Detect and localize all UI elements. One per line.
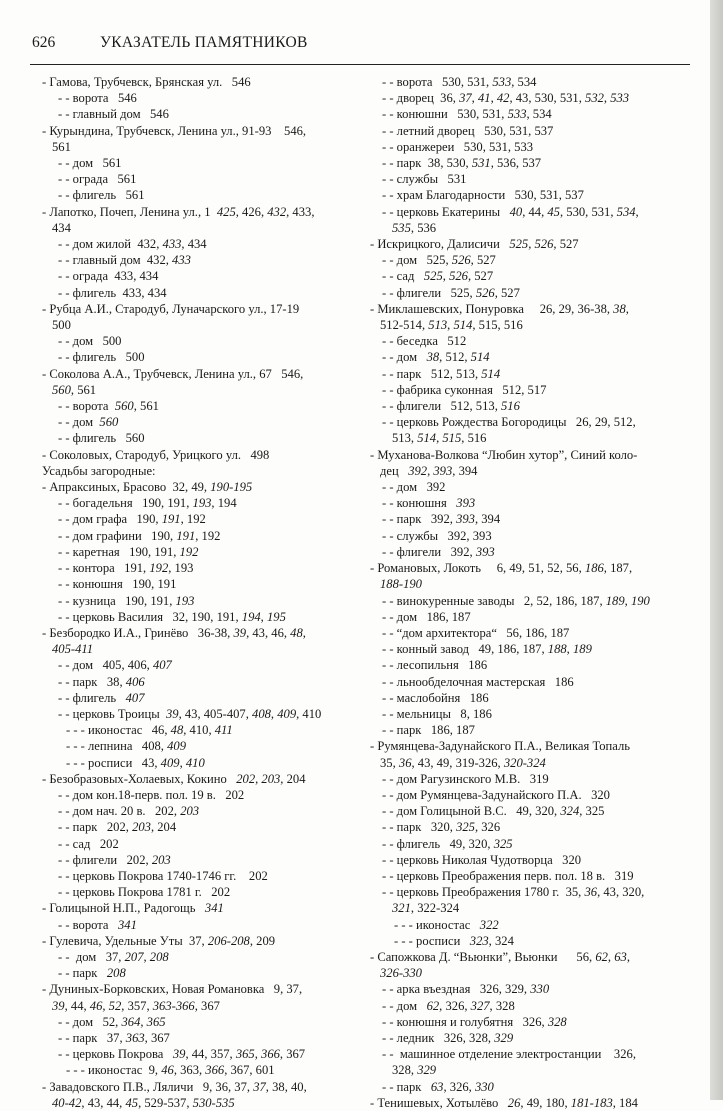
index-entry: - - церковь Екатерины 40, 44, 45, 530, 531, 534, xyxy=(382,204,639,219)
index-entry: - - церковь Покрова 1781 г. 202 xyxy=(58,885,231,900)
index-entry: - - сад 202 xyxy=(58,836,119,851)
index-entry: - Апраксиных, Брасово 32, 49, 190-195 xyxy=(42,480,253,495)
index-entry: - - оранжереи 530, 531, 533 xyxy=(382,139,534,154)
index-entry: - - - иконостас 322 xyxy=(394,917,499,932)
index-entry: - - дом 52, 364, 365 xyxy=(58,1014,166,1029)
index-entry: 561 xyxy=(52,139,71,154)
index-entry: - - флигель 561 xyxy=(58,188,145,203)
index-entry: - - беседка 512 xyxy=(382,334,467,349)
index-entry: - - “дом архитектора“ 56, 186, 187 xyxy=(382,625,570,640)
index-entry: - - флигель 560 xyxy=(58,431,145,446)
index-entry: - - дом 560 xyxy=(58,415,119,430)
index-entry: - - конюшня и голубятня 326, 328 xyxy=(382,1014,567,1029)
index-entry: - - парк 320, 325, 326 xyxy=(382,820,501,835)
index-entry: - Гулевича, Удельные Уты 37, 206-208, 209 xyxy=(42,933,276,948)
index-entry: - Сапожкова Д. “Вьюнки”, Вьюнки 56, 62, 63, xyxy=(370,949,630,964)
index-entry: - - дом Рагузинского М.В. 319 xyxy=(382,771,549,786)
page-title: УКАЗАТЕЛЬ ПАМЯТНИКОВ xyxy=(100,34,308,51)
index-entry: - - мельницы 8, 186 xyxy=(382,706,492,721)
index-entry: - - дом Румянцева-Задунайского П.А. 320 xyxy=(382,787,610,802)
index-entry: - - парк 392, 393, 394 xyxy=(382,512,501,527)
index-entry: - - ворота 530, 531, 533, 534 xyxy=(382,75,537,89)
index-entry: - - - росписи 323, 324 xyxy=(394,933,514,948)
index-entry: - - дом графини 190, 191, 192 xyxy=(58,528,221,543)
index-column-left xyxy=(42,74,358,1111)
index-entry: - Лапотко, Почеп, Ленина ул., 1 425, 426, 432, 433, xyxy=(42,204,315,219)
index-entry: - Муханова-Волкова “Любин хутор”, Синий коло- xyxy=(370,447,638,462)
index-entry: - - флигель 433, 434 xyxy=(58,285,167,300)
index-entry: - - дом кон.18-перв. пол. 19 в. 202 xyxy=(58,787,245,802)
index-entry: 35, 36, 43, 49, 319-326, 320-324 xyxy=(380,755,546,770)
index-entry: - Соколовых, Стародуб, Урицкого ул. 498 xyxy=(42,447,270,462)
index-entry: - Румянцева-Задунайского П.А., Великая Топаль xyxy=(370,739,630,754)
index-entry: - - дом 525, 526, 527 xyxy=(382,253,496,268)
index-entry: - Соколова А.А., Трубчевск, Ленина ул., 67 546, xyxy=(42,366,304,381)
index-entry: - - маслобойня 186 xyxy=(382,690,489,705)
index-entry: 512-514, 513, 514, 515, 516 xyxy=(380,318,523,333)
page-header xyxy=(30,34,690,65)
index-entry: - - парк 38, 406 xyxy=(58,674,145,689)
index-entry: - - фабрика суконная 512, 517 xyxy=(382,382,547,397)
index-entry: - - ограда 433, 434 xyxy=(58,269,159,284)
page-number: 626 xyxy=(32,34,56,51)
index-entry: - - дом 392 xyxy=(382,480,446,495)
index-entry: - - флигели 392, 393 xyxy=(382,544,495,559)
index-entry: - Курындина, Трубчевск, Ленина ул., 91-93 546, xyxy=(42,123,307,138)
index-entry: 560, 561 xyxy=(52,382,97,397)
index-entry: - - флигель 407 xyxy=(58,690,145,705)
index-entry: - - арка въездная 326, 329, 330 xyxy=(382,982,550,997)
index-entry: 328, 329 xyxy=(392,1063,437,1078)
index-entry: - - ограда 561 xyxy=(58,172,137,187)
index-entry: - - дом 186, 187 xyxy=(382,609,471,624)
index-entry: - - флигель 49, 320, 325 xyxy=(382,836,513,851)
index-entry: - - главный дом 546 xyxy=(58,107,169,122)
index-entry: - - парк 512, 513, 514 xyxy=(382,366,501,381)
index-entry: - - ледник 326, 328, 329 xyxy=(382,1030,514,1045)
index-entry: - - парк 208 xyxy=(58,966,126,981)
index-entry: - Безбородко И.А., Гринёво 36-38, 39, 43, 46, 48, xyxy=(42,625,306,640)
index-entry: Усадьбы загородные: xyxy=(42,463,156,478)
index-entry: - - дом 38, 512, 514 xyxy=(382,350,490,365)
page-edge xyxy=(710,0,723,1100)
index-entry: - - флигели 512, 513, 516 xyxy=(382,399,520,414)
index-entry: - - дом 62, 326, 327, 328 xyxy=(382,998,515,1013)
index-entry: - - летний дворец 530, 531, 537 xyxy=(382,123,554,138)
index-entry: - Романовых, Локоть 6, 49, 51, 52, 56, 186, 187, xyxy=(370,561,633,576)
index-entry: - - флигели 202, 203 xyxy=(58,852,171,867)
index-column-right xyxy=(370,74,685,1111)
index-entry: 321, 322-324 xyxy=(392,901,460,916)
index-entry: - - флигели 525, 526, 527 xyxy=(382,285,520,300)
index-entry: 405-411 xyxy=(52,642,94,657)
index-entry: дец 392, 393, 394 xyxy=(380,463,478,478)
index-entry: - - - иконостас 46, 48, 410, 411 xyxy=(66,723,233,738)
index-entry: - - церковь Покрова 1740-1746 гг. 202 xyxy=(58,868,268,883)
index-entry: - - конюшня 190, 191 xyxy=(58,577,177,592)
index-entry: - - машинное отделение электростанции 326, xyxy=(382,1047,636,1062)
index-entry: - - ворота 560, 561 xyxy=(58,399,159,414)
index-entry: 535, 536 xyxy=(392,220,437,235)
index-entry: - - дом жилой 432, 433, 434 xyxy=(58,237,207,252)
index-entry: - - конный завод 49, 186, 187, 188, 189 xyxy=(382,642,592,657)
index-entry: - - дом 37, 207, 208 xyxy=(58,949,169,964)
index-entry: - - дом Голицыной В.С. 49, 320, 324, 325 xyxy=(382,804,605,819)
index-entry: - - церковь Преображения перв. пол. 18 в. 319 xyxy=(382,868,634,883)
index-entry: - Безобразовых-Холаевых, Кокино 202, 203, 204 xyxy=(42,771,306,786)
index-entry: - - церковь Троицы 39, 43, 405-407, 408, 409, 410 xyxy=(58,706,322,721)
index-entry: - - - лепнина 408, 409 xyxy=(66,739,186,754)
index-entry: - Завадовского П.В., Ляличи 9, 36, 37, 37, 38, 40, xyxy=(42,1079,307,1094)
index-entry: - - церковь Покрова 39, 44, 357, 365, 366, 367 xyxy=(58,1047,306,1062)
index-entry: - Искрицкого, Далисичи 525, 526, 527 xyxy=(370,237,579,252)
index-entry: 500 xyxy=(52,318,71,333)
index-entry: - - - росписи 43, 409, 410 xyxy=(66,755,205,770)
index-entry: - Рубца А.И., Стародуб, Луначарского ул., 17-19 xyxy=(42,301,300,316)
index-entry: - Гамова, Трубчевск, Брянская ул. 546 xyxy=(42,75,251,89)
index-entry: - - ворота 341 xyxy=(58,917,137,932)
index-entry: 326-330 xyxy=(380,966,422,981)
index-entry: - Голицыной Н.П., Радогощь 341 xyxy=(42,901,224,916)
index-entry: - - кузница 190, 191, 193 xyxy=(58,593,195,608)
index-entry: - - льнообделочная мастерская 186 xyxy=(382,674,574,689)
index-entry: - - конюшня 393 xyxy=(382,496,476,511)
index-entry: - - дворец 36, 37, 41, 42, 43, 530, 531, 532, 533 xyxy=(382,91,630,106)
index-entry: - - парк 37, 363, 367 xyxy=(58,1030,170,1045)
index-entry: - - сад 525, 526, 527 xyxy=(382,269,494,284)
index-entry: - - дом нач. 20 в. 202, 203 xyxy=(58,804,200,819)
index-entry: - - винокуренные заводы 2, 52, 186, 187, 189, 190 xyxy=(382,593,650,608)
index-entry: 513, 514, 515, 516 xyxy=(392,431,487,446)
index-entry: - - флигель 500 xyxy=(58,350,145,365)
index-entry: - - церковь Николая Чудотворца 320 xyxy=(382,852,582,867)
index-entry: - - дом 500 xyxy=(58,334,122,349)
index-entry: 188-190 xyxy=(380,577,422,592)
index-entry: - Миклашевских, Понуровка 26, 29, 36-38, 38, xyxy=(370,301,629,316)
index-entry: - - церковь Преображения 1780 г. 35, 36, 43, 320, xyxy=(382,885,645,900)
index-entry: 39, 44, 46, 52, 357, 363-366, 367 xyxy=(52,998,220,1013)
index-entry: - - богадельня 190, 191, 193, 194 xyxy=(58,496,237,511)
index-entry: - - дом 561 xyxy=(58,156,122,171)
index-entry: - - парк 186, 187 xyxy=(382,723,475,738)
index-entry: 40-42, 43, 44, 45, 529-537, 530-535 xyxy=(52,1095,235,1110)
index-entry: - - службы 392, 393 xyxy=(382,528,492,543)
index-entry: - - церковь Василия 32, 190, 191, 194, 195 xyxy=(58,609,286,624)
index-entry: - - церковь Рождества Богородицы 26, 29, 512, xyxy=(382,415,636,430)
index-entry: - Тенишевых, Хотылёво 26, 49, 180, 181-183, 184 xyxy=(370,1095,638,1110)
index-entry: - - каретная 190, 191, 192 xyxy=(58,544,199,559)
index-entry: - - главный дом 432, 433 xyxy=(58,253,191,268)
index-entry: - - парк 38, 530, 531, 536, 537 xyxy=(382,156,542,171)
index-entry: - - контора 191, 192, 193 xyxy=(58,561,194,576)
index-entry: - - парк 202, 203, 204 xyxy=(58,820,177,835)
index-entry: - Дуниных-Борковских, Новая Романовка 9, 37, xyxy=(42,982,303,997)
index-entry: - - ворота 546 xyxy=(58,91,137,106)
index-entry: - - лесопильня 186 xyxy=(382,658,488,673)
index-entry: - - службы 531 xyxy=(382,172,467,187)
index-entry: - - - иконостас 9, 46, 363, 366, 367, 601 xyxy=(66,1063,275,1078)
index-entry: - - дом графа 190, 191, 192 xyxy=(58,512,206,527)
index-entry: - - парк 63, 326, 330 xyxy=(382,1079,494,1094)
index-entry: - - конюшни 530, 531, 533, 534 xyxy=(382,107,552,122)
index-entry: - - дом 405, 406, 407 xyxy=(58,658,172,673)
index-entry: 434 xyxy=(52,220,71,235)
index-entry: - - храм Благодарности 530, 531, 537 xyxy=(382,188,584,203)
